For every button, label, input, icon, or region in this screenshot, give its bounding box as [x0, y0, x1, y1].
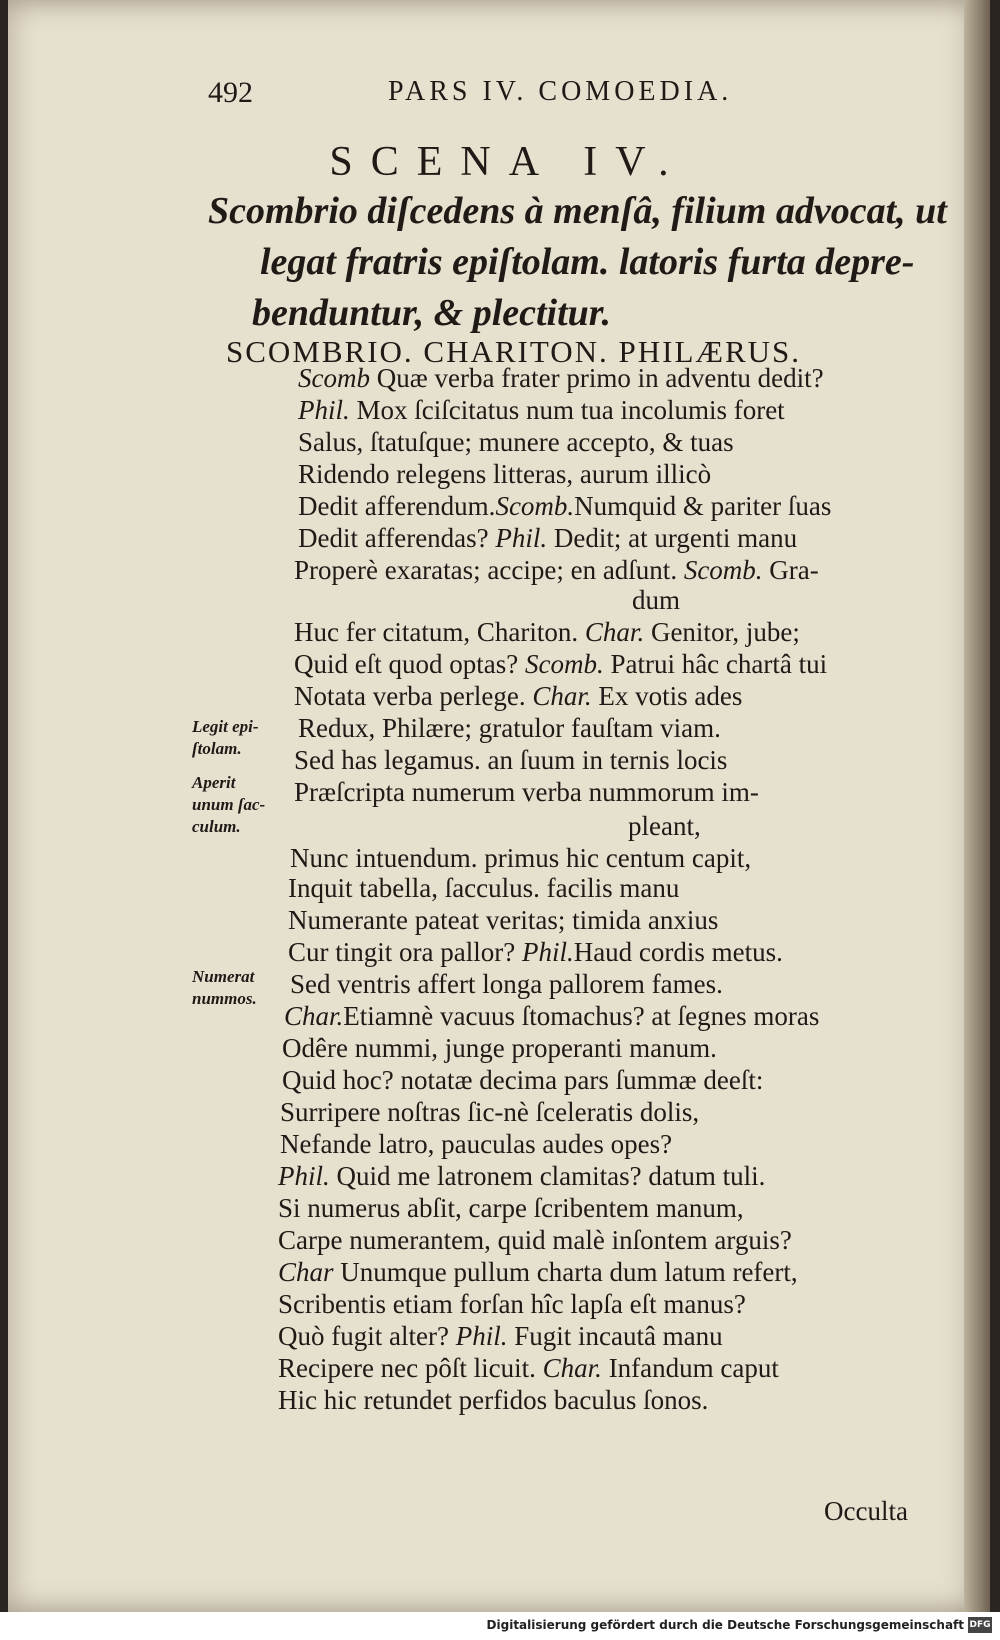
verse-text: Odêre nummi, junge properanti manum.: [282, 1033, 717, 1063]
verse-text: Salus, ſtatuſque; munere accepto, & tuas: [298, 427, 734, 457]
verse-text: Mox ſciſcitatus num tua incolumis foret: [349, 395, 785, 425]
verse-line: [284, 1000, 819, 1032]
margin-note-line: Aperit: [192, 773, 236, 792]
speaker-abbrev: Char: [278, 1257, 334, 1287]
verse-text: Sed ventris affert longa pallorem fames.: [290, 969, 723, 999]
verse-line: [280, 1096, 699, 1128]
margin-note-line: ſtolam.: [192, 739, 242, 758]
verse-text: dum: [632, 585, 681, 615]
verse-line: [298, 458, 711, 490]
book-page: [8, 0, 990, 1612]
verse-text: Numquid & pariter ſuas: [574, 491, 832, 521]
verse-text: Genitor, jube;: [644, 617, 800, 647]
verse-line: [278, 1320, 723, 1352]
dramatis-personae: SCOMBRIO. CHARITON. PHILÆRUS.: [226, 334, 802, 369]
verse-text: Dedit afferendas?: [298, 523, 496, 553]
verse-line: [298, 712, 721, 744]
verse-line: [278, 1256, 798, 1288]
verse-text: Quid eſt quod optas?: [294, 649, 525, 679]
verse-text: pleant,: [628, 811, 701, 841]
verse-line: [278, 1384, 708, 1416]
catchword: Occulta: [824, 1496, 908, 1526]
page-number: 492: [208, 76, 253, 109]
verse-line: [278, 1160, 765, 1192]
verse-text: Præſcripta numerum verba nummorum im-: [294, 777, 759, 807]
verse-text: Ridendo relegens litteras, aurum illicò: [298, 459, 712, 489]
verse-line: [294, 648, 827, 680]
verse-line: [298, 490, 831, 522]
speaker-abbrev: Phil.: [521, 937, 574, 967]
verse-line: [294, 744, 727, 776]
argument-line: Scombrio diſcedens à menſâ, filium advocat, ut: [208, 190, 947, 232]
verse-text: Dedit; at urgenti manu: [547, 523, 798, 553]
speaker-abbrev: Phil.: [278, 1161, 330, 1191]
verse-text: Recipere nec pôſt licuit.: [278, 1353, 543, 1383]
verse-line: [294, 776, 759, 808]
verse-text: Infandum caput: [601, 1353, 779, 1383]
dfg-logo: DFG: [968, 1617, 992, 1633]
verse-line: [278, 1192, 744, 1224]
speaker-abbrev: Char.: [584, 617, 645, 647]
verse-text: Quæ verba frater primo in adventu dedit?: [369, 363, 824, 393]
margin-note-line: culum.: [192, 817, 241, 836]
verse-line: [294, 616, 800, 648]
verse-text: Quò fugit alter?: [278, 1321, 456, 1351]
running-title: PARS IV. COMOEDIA.: [388, 76, 733, 107]
scene-title: SCENA IV.: [329, 139, 687, 185]
speaker-abbrev: Char.: [542, 1353, 602, 1383]
margin-note-legit: [192, 716, 259, 760]
margin-note-line: Numerat: [192, 967, 255, 986]
verse-text: Quid hoc? notatæ decima pars ſummæ deeſt:: [282, 1065, 764, 1095]
argument-line: benduntur, & plectitur.: [252, 292, 611, 334]
verse-line: [278, 1288, 746, 1320]
page-header: [208, 76, 968, 120]
verse-text: Scribentis etiam forſan hîc lapſa eſt manus?: [278, 1289, 746, 1319]
speaker-abbrev: Char.: [532, 681, 592, 711]
verse-text: Properè exaratas; accipe; en adſunt.: [294, 555, 684, 585]
verse-text: Surripere noſtras ſic-nè ſceleratis dolis,: [280, 1097, 700, 1127]
verse-text: Ex votis ades: [591, 681, 743, 711]
verse-text: Carpe numerantem, quid malè inſontem arguis?: [278, 1225, 792, 1255]
verse-text: Nunc intuendum. primus hic centum capit,: [290, 843, 752, 873]
verse-text: Cur tingit ora pallor?: [288, 937, 522, 967]
margin-note-numerat: [192, 966, 257, 1010]
margin-note-line: nummos.: [192, 989, 257, 1008]
verse-text: Gra-: [762, 555, 819, 585]
verse-line: [278, 1224, 792, 1256]
verse-text: Numerante pateat veritas; timida anxius: [288, 905, 719, 935]
verse-line: [282, 1032, 717, 1064]
verse-line: [282, 1064, 763, 1096]
verse-text: Haud cordis metus.: [573, 937, 783, 967]
speaker-abbrev: Scomb: [298, 363, 370, 393]
speaker-abbrev: Phil.: [495, 523, 548, 553]
verse-line: [294, 554, 819, 586]
verse-text: Hic hic retundet perfidos baculus ſonos.: [278, 1385, 709, 1415]
verse-line: [288, 936, 783, 968]
verse-line: [294, 680, 742, 712]
verse-text: Quid me latronem clamitas? datum tuli.: [329, 1161, 766, 1191]
verse-line: [290, 842, 751, 874]
verse-line: [288, 904, 718, 936]
verse-text: Fugit incautâ manu: [507, 1321, 723, 1351]
verse-text: Si numerus abſit, carpe ſcribentem manum,: [278, 1193, 744, 1223]
digitization-footer: [0, 1612, 1000, 1640]
verse-line: [280, 1128, 672, 1160]
speaker-abbrev: Scomb.: [683, 555, 763, 585]
verse-line: [298, 394, 785, 426]
funding-credit: Digitalisierung gefördert durch die Deutsche Forschungsgemeinschaft: [486, 1618, 964, 1632]
verse-line: [298, 362, 824, 394]
verse-line: [290, 968, 723, 1000]
verse-line: [632, 584, 680, 616]
verse-line: [288, 872, 679, 904]
verse-text: Redux, Philære; gratulor fauſtam viam.: [298, 713, 721, 743]
verse-line: [628, 810, 701, 842]
scene-argument: [208, 186, 968, 339]
margin-note-line: unum ſac-: [192, 795, 266, 814]
verse-line: [298, 522, 797, 554]
verse-line: [298, 426, 734, 458]
speaker-abbrev: Phil.: [455, 1321, 508, 1351]
verse-text: Nefande latro, pauculas audes opes?: [280, 1129, 673, 1159]
speaker-abbrev: Scomb.: [524, 649, 604, 679]
argument-line: legat fratris epiſtolam. latoris furta depre-: [260, 241, 915, 283]
verse-text: Patrui hâc chartâ tui: [603, 649, 828, 679]
speaker-abbrev: Scomb.: [495, 491, 575, 521]
verse-line: [278, 1352, 779, 1384]
verse-text: Huc fer citatum, Chariton.: [294, 617, 585, 647]
verse-text: Unumque pullum charta dum latum refert,: [333, 1257, 798, 1287]
verse-text: Sed has legamus. an ſuum in ternis locis: [294, 745, 728, 775]
margin-note-aperit: [192, 772, 265, 838]
verse-text: Dedit afferendum.: [298, 491, 496, 521]
speaker-abbrev: Phil.: [298, 395, 350, 425]
verse-text: Etiamnè vacuus ſtomachus? at ſegnes moras: [343, 1001, 820, 1031]
verse-text: Inquit tabella, ſacculus. facilis manu: [288, 873, 680, 903]
verse-text: Notata verba perlege.: [294, 681, 533, 711]
margin-note-line: Legit epi-: [192, 717, 259, 736]
speaker-abbrev: Char.: [284, 1001, 344, 1031]
